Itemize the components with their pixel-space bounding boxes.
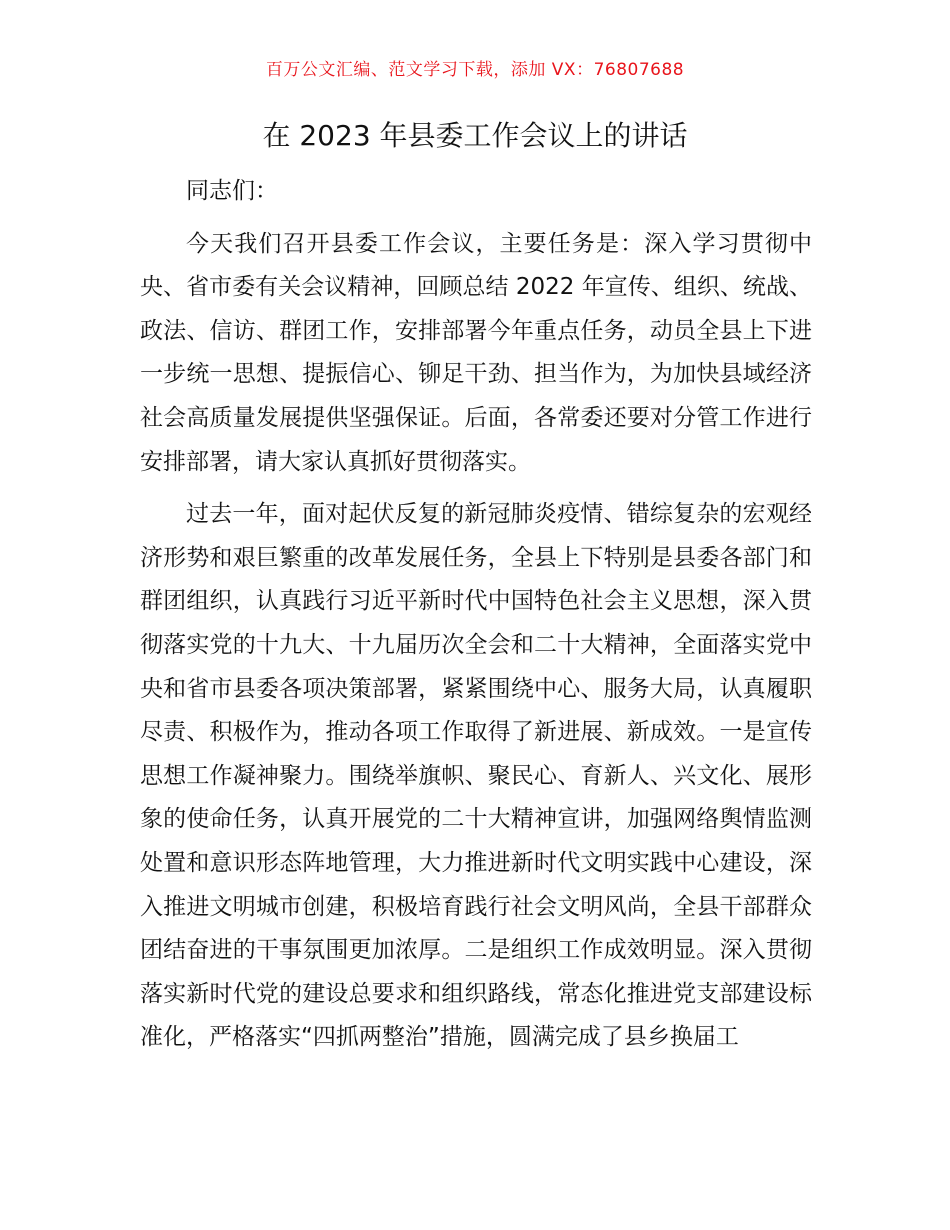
header-banner: 百万公文汇编、范文学习下载，添加 VX：76807688 bbox=[265, 60, 685, 80]
salutation: 同志们： bbox=[186, 178, 278, 204]
document-body bbox=[140, 170, 812, 1069]
paragraph-2: 过去一年，面对起伏反复的新冠肺炎疫情、错综复杂的宏观经济形势和艰巨繁重的改革发展任务，全县上下特别是县委各部门和群团组织，认真践行习近平新时代中国特色社会主义思想，深入贯彻落实党的十九大、十九届历次全会和二十大精神，全面落实党中央和省市县委各项决策部署，紧紧围绕中心、服务大局，认真履职尽责、积极作为，推动各项工作取得了新进展、新成效。一是宣传思想工作凝神聚力。围绕举旗帜、聚民心、育新人、兴文化、展形象的使命任务，认真开展党的二十大精神宣讲，加强网络舆情监测处置和意识形态阵地管理，大力推进新时代文明实践中心建设，深入推进文明城市创建，积极培育践行社会文明风尚，全县干部群众团结奋进的干事氛围更加浓厚。二是组织工作成效明显。深入贯彻落实新时代党的建设总要求和组织路线，常态化推进党支部建设标准化，严格落实“四抓两整治”措施，圆满完成了县乡换届工 bbox=[140, 501, 812, 1051]
paragraph-1: 今天我们召开县委工作会议，主要任务是：深入学习贯彻中央、省市委有关会议精神，回顾总结 2022 年宣传、组织、统战、政法、信访、群团工作，安排部署今年重点任务，动员全县上下进一步统一思想、提振信心、铆足干劲、担当作为，为加快县域经济社会高质量发展提供坚强保证。后面，各常委还要对分管工作进行安排部署，请大家认真抓好贯彻落实。 bbox=[140, 230, 812, 475]
document-title: 在 2023 年县委工作会议上的讲话 bbox=[262, 119, 688, 152]
